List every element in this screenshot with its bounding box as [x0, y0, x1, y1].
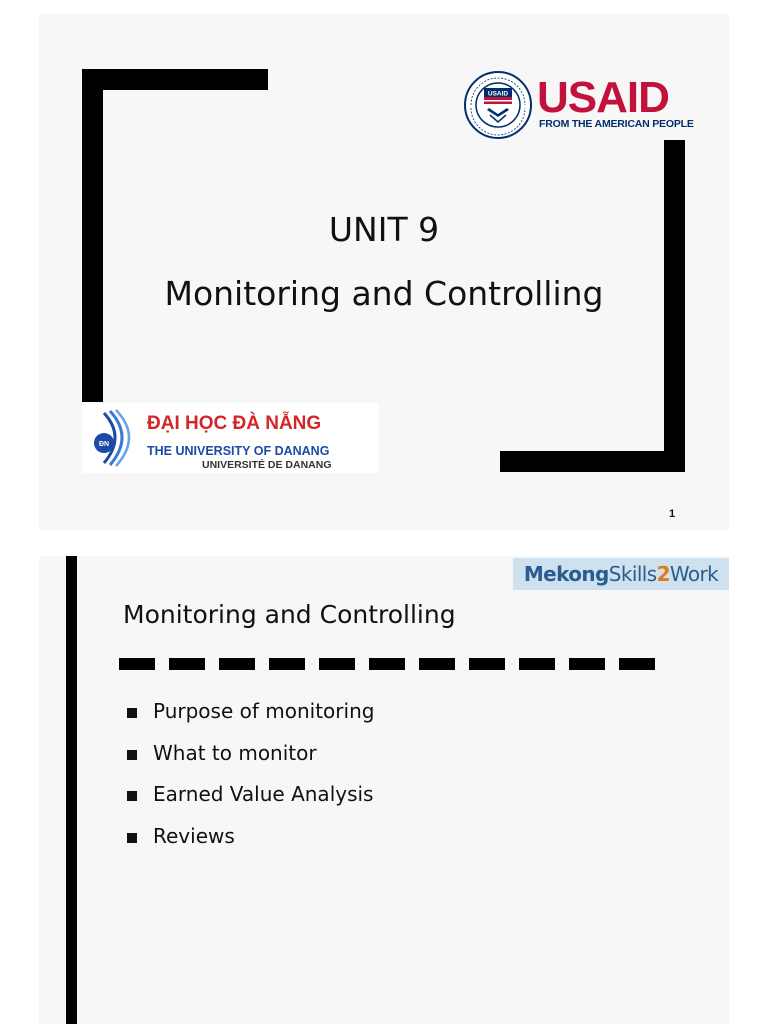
usaid-wordmark: USAID: [537, 73, 669, 122]
title-slide: [39, 14, 729, 530]
square-bullet-icon: [127, 791, 137, 801]
bullet-text: Reviews: [153, 823, 235, 848]
brand-part-skills: Skills: [608, 562, 657, 586]
slide-title-unit: UNIT 9: [328, 210, 440, 249]
frame-bar-top-left: [82, 69, 268, 90]
slide-title-topic: Monitoring and Controlling: [164, 274, 604, 313]
slide-title: Monitoring and Controlling: [123, 600, 456, 629]
dash: [169, 658, 205, 670]
dash: [319, 658, 355, 670]
dash: [269, 658, 305, 670]
left-accent-bar: [66, 556, 77, 1024]
university-name-french: UNIVERSITÉ DE DANANG: [202, 459, 332, 471]
square-bullet-icon: [127, 833, 137, 843]
frame-bar-bottom-right: [500, 451, 685, 472]
square-bullet-icon: [127, 708, 137, 718]
mekong-skills-2-work-logo: [513, 558, 729, 590]
dash: [469, 658, 505, 670]
square-bullet-icon: [127, 750, 137, 760]
university-name-vietnamese: ĐẠI HỌC ĐÀ NẴNG: [147, 413, 322, 434]
page-number: 1: [669, 508, 676, 520]
dash: [619, 658, 655, 670]
usaid-seal-icon: [463, 70, 533, 140]
dash: [519, 658, 555, 670]
dash: [419, 658, 455, 670]
udn-emblem-icon: [86, 407, 142, 469]
dash: [219, 658, 255, 670]
bullet-text: What to monitor: [153, 740, 317, 765]
brand-part-work: Work: [669, 562, 719, 586]
brand-part-2: 2: [656, 562, 670, 586]
agenda-slide: [39, 556, 729, 1024]
university-of-danang-logo: [82, 403, 379, 473]
usaid-tagline: FROM THE AMERICAN PEOPLE: [539, 118, 694, 130]
dash: [119, 658, 155, 670]
university-name-english: THE UNIVERSITY OF DANANG: [147, 444, 330, 458]
svg-text:ĐN: ĐN: [98, 441, 110, 448]
bullet-text: Purpose of monitoring: [153, 699, 375, 723]
bullet-text: Earned Value Analysis: [153, 782, 374, 806]
dash: [569, 658, 605, 670]
svg-text:USAID: USAID: [487, 90, 509, 98]
usaid-logo: [463, 70, 693, 140]
title-underline-dashes: [119, 658, 655, 672]
brand-part-mekong: Mekong: [523, 562, 609, 586]
dash: [369, 658, 405, 670]
